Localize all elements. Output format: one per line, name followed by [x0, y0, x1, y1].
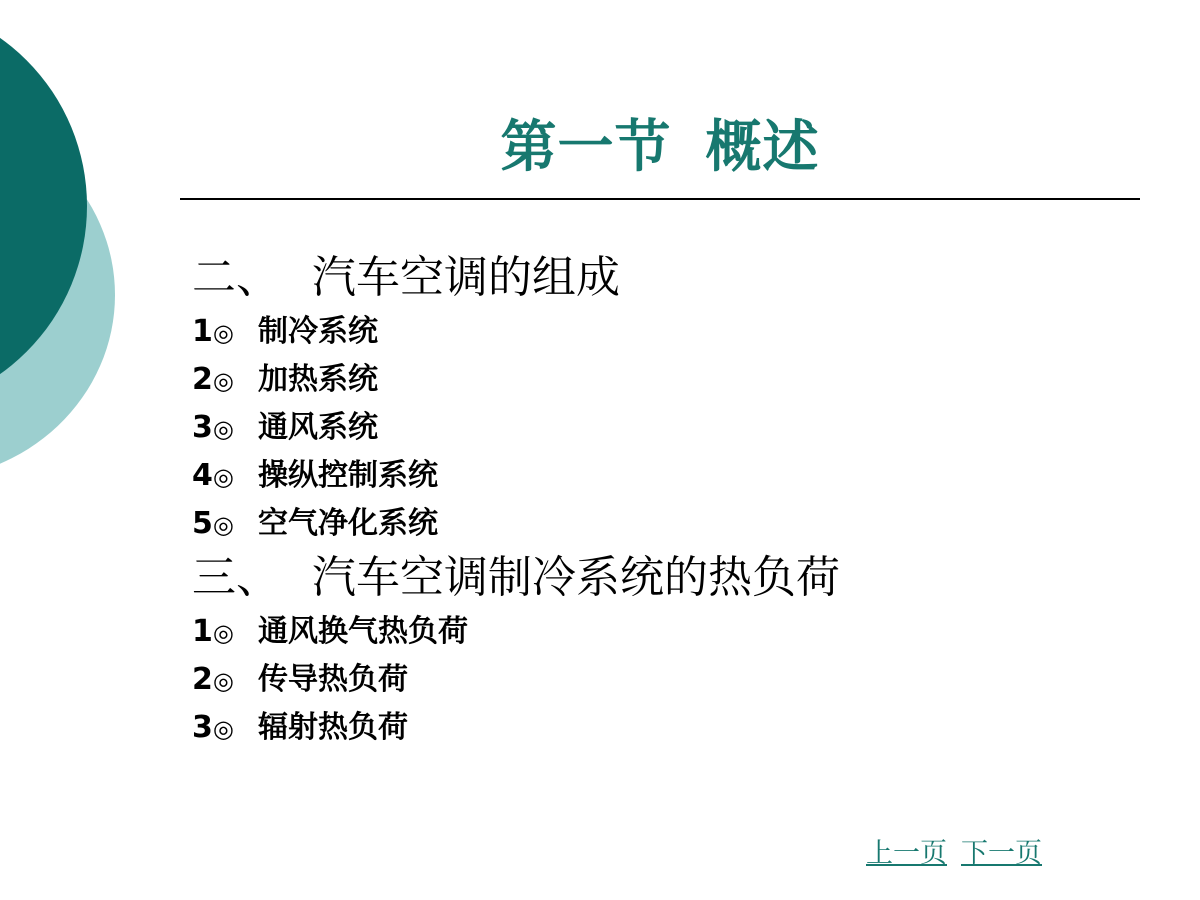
list-item: [192, 608, 1132, 656]
item-number: 1◎: [192, 614, 234, 649]
list-item: [192, 308, 1132, 356]
item-text: 辐射热负荷: [258, 710, 408, 745]
section-number: 二、: [192, 252, 280, 303]
list-item: [192, 656, 1132, 704]
section-title: 汽车空调的组成: [312, 252, 620, 303]
title-section-number: 第一节: [500, 115, 672, 180]
title-divider: [180, 198, 1140, 200]
prev-page-link[interactable]: 上一页: [866, 838, 947, 869]
section-heading: [192, 548, 1132, 608]
item-text: 传导热负荷: [258, 662, 408, 697]
list-item: [192, 404, 1132, 452]
item-text: 制冷系统: [258, 314, 378, 349]
slide-content: [192, 248, 1132, 752]
section-number: 三、: [192, 552, 280, 603]
section-title: 汽车空调制冷系统的热负荷: [312, 552, 840, 603]
item-number: 3◎: [192, 410, 234, 445]
slide-navigation: [852, 836, 1042, 872]
item-number: 2◎: [192, 662, 234, 697]
item-text: 操纵控制系统: [258, 458, 438, 493]
item-text: 通风换气热负荷: [258, 614, 468, 649]
item-text: 通风系统: [258, 410, 378, 445]
list-item: [192, 704, 1132, 752]
item-number: 3◎: [192, 710, 234, 745]
next-page-link[interactable]: 下一页: [961, 838, 1042, 869]
item-number: 2◎: [192, 362, 234, 397]
item-number: 4◎: [192, 458, 234, 493]
title-topic: 概述: [705, 115, 820, 180]
list-item: [192, 356, 1132, 404]
section-heading: [192, 248, 1132, 308]
list-item: [192, 452, 1132, 500]
item-text: 加热系统: [258, 362, 378, 397]
slide-title: [180, 108, 1140, 188]
item-number: 1◎: [192, 314, 234, 349]
item-number: 5◎: [192, 506, 234, 541]
list-item: [192, 500, 1132, 548]
item-text: 空气净化系统: [258, 506, 438, 541]
